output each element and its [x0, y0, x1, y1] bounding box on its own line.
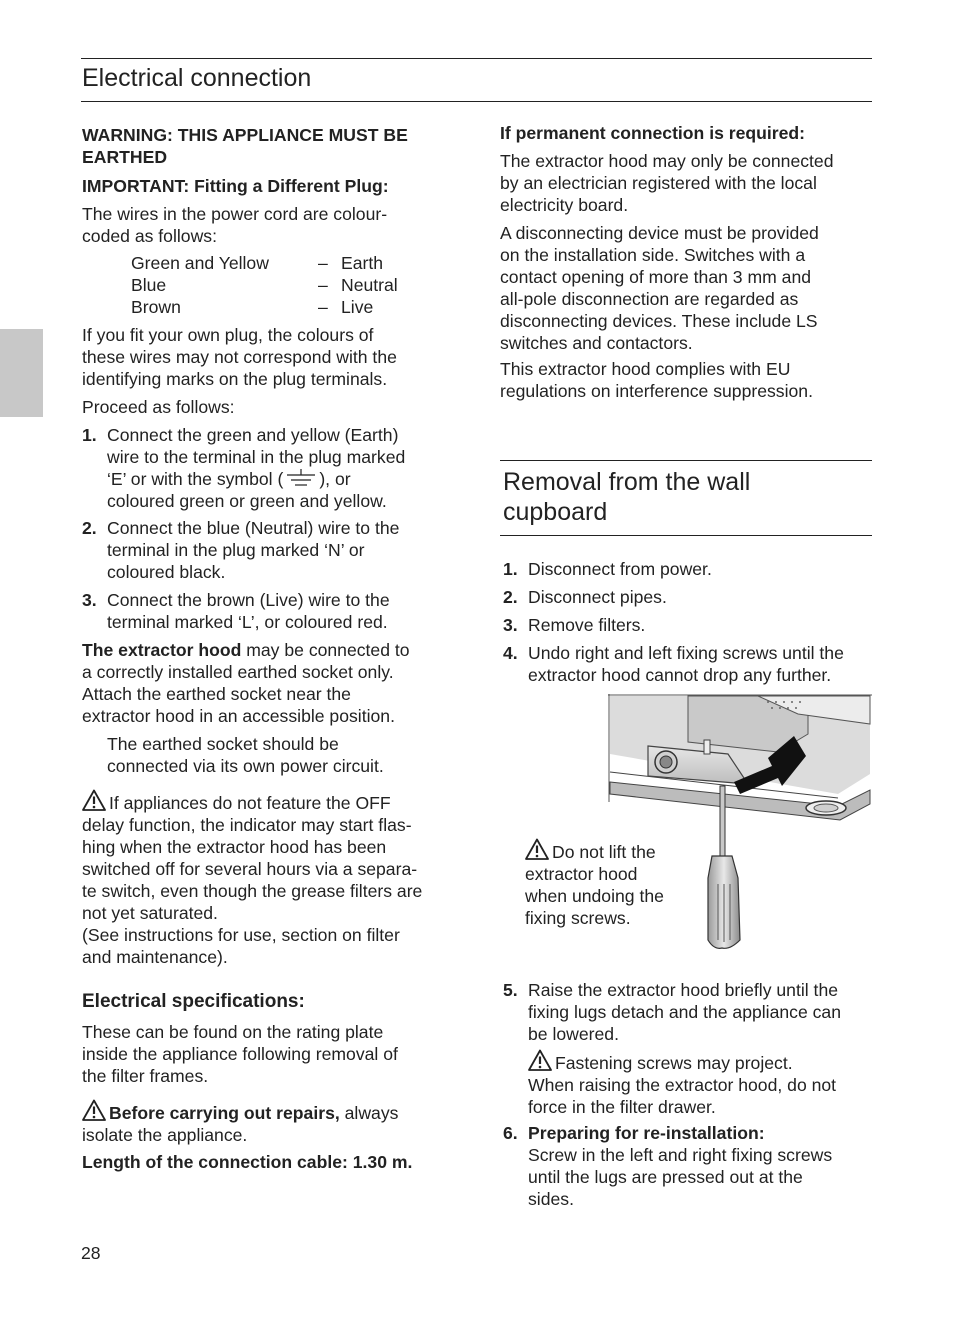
page-number: 28: [81, 1243, 101, 1263]
important-heading: IMPORTANT: Fitting a Different Plug:: [82, 176, 389, 196]
top-rule: [81, 58, 872, 59]
warning-heading: WARNING: THIS APPLIANCE MUST BE EARTHED: [82, 125, 408, 167]
off-delay-warning: If appliances do not feature the OFF delay function, the indicator may start flas- hing when the extractor hood has been switched off for several hours via a separa- te switch, even though the grease filters are not yet saturated. (See instructions for use, section on filter and maintenance).: [82, 789, 462, 968]
spec-text: These can be found on the rating plate inside the appliance following removal of the filter frames.: [82, 1022, 398, 1086]
cable-length: Length of the connection cable: 1.30 m.: [82, 1152, 413, 1172]
side-tab: [0, 329, 43, 417]
warning-icon: [82, 1099, 106, 1121]
warning-icon: [82, 789, 106, 811]
lift-warning: Do not lift the extractor hood when undoing the fixing screws.: [525, 838, 664, 929]
permanent-para-2: A disconnecting device must be provided on the installation side. Switches with a contact opening of more than 3 mm and all-pole disconnection are regarded as disconnecting devices. These include LS switches and contactors.: [500, 223, 819, 353]
warning-icon: [525, 838, 549, 860]
plug-note: If you fit your own plug, the colours of these wires may not correspond with the identifying marks on the plug terminals.: [82, 325, 397, 389]
warning-icon: [528, 1049, 552, 1071]
section-underline: [500, 535, 872, 536]
permanent-para-1: The extractor hood may only be connected by an electrician registered with the local electricity board.: [500, 151, 834, 215]
permanent-para-3: This extractor hood complies with EU regulations on interference suppression.: [500, 359, 813, 401]
socket-note: The earthed socket should be connected via its own power circuit.: [107, 734, 384, 776]
spec-heading: Electrical specifications:: [82, 991, 305, 1012]
section-rule: [500, 460, 872, 461]
hood-connection-text: The extractor hood may be connected to a correctly installed earthed socket only. Attach the earthed socket near the extractor hood in an accessible position.: [82, 640, 410, 726]
wires-intro: The wires in the power cord are colour- coded as follows:: [82, 204, 388, 246]
proceed-text: Proceed as follows:: [82, 397, 235, 417]
title-underline: [81, 101, 872, 102]
page-title: Electrical connection: [82, 64, 312, 92]
fastening-warning: Fastening screws may project. When raising the extractor hood, do not force in the filter drawer.: [528, 1049, 836, 1118]
removal-title: Removal from the wall cupboard: [503, 468, 751, 526]
permanent-heading: If permanent connection is required:: [500, 123, 806, 143]
repair-warning: Before carrying out repairs, always isolate the appliance.: [82, 1099, 462, 1146]
earth-symbol-icon: [283, 469, 319, 489]
